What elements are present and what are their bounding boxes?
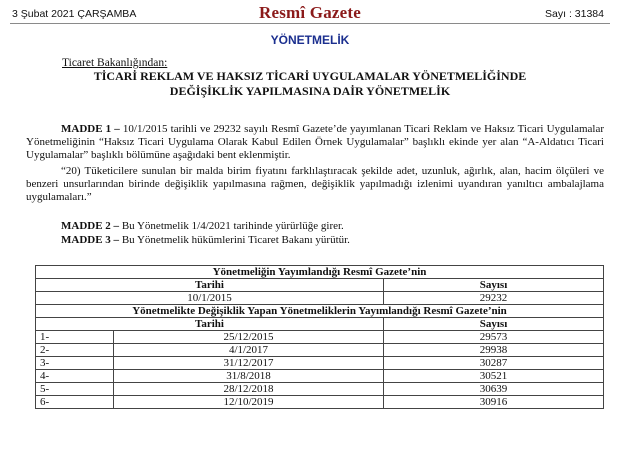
original-number: 29232 (384, 292, 604, 305)
article-3-text: Bu Yönetmelik hükümlerini Ticaret Bakanı yürütür. (119, 234, 350, 246)
table-row (36, 383, 604, 396)
table-colhead-row (36, 318, 604, 331)
row-number: 30639 (384, 383, 604, 396)
gazette-header (10, 3, 610, 24)
row-number: 29938 (384, 344, 604, 357)
table-row-original (36, 292, 604, 305)
article-1-label: MADDE 1 – (61, 123, 120, 135)
regulation-title-line2: DEĞİŞİKLİK YAPILMASINA DAİR YÖNETMELİK (169, 84, 451, 98)
article-2-text: Bu Yönetmelik 1/4/2021 tarihinde yürürlüğe girer. (119, 220, 344, 232)
col-number-header: Sayısı (384, 279, 604, 292)
row-index: 5- (36, 383, 114, 396)
row-number: 30916 (384, 396, 604, 409)
article-2 (26, 220, 604, 233)
article-2-label: MADDE 2 – (61, 220, 120, 232)
row-index: 3- (36, 357, 114, 370)
gazette-title: Resmî Gazete (259, 3, 361, 22)
col-number-header: Sayısı (384, 318, 604, 331)
issuing-ministry: Ticaret Bakanlığından: (62, 57, 168, 69)
row-number: 29573 (384, 331, 604, 344)
table-colhead-row (36, 279, 604, 292)
table-header-original: Yönetmeliğin Yayımlandığı Resmî Gazete’nin (36, 266, 604, 279)
article-1-text: 10/1/2015 tarihli ve 29232 sayılı Resmî Gazete’de yayımlanan Ticari Reklam ve Haksız Ticari Uygulamalar Yönetmeliğinin “Haksız Ticari Uygulama Olarak Kabul Edilen Örnek Uygulamalar” başlıklı ekinde yer alan “A-Aldatıcı Ticari Uygulamalar” başlıklı bölümüne aşağıdaki bent eklenmiştir. (26, 123, 604, 161)
article-3-label: MADDE 3 – (61, 234, 120, 246)
publication-date: 3 Şubat 2021 ÇARŞAMBA (12, 8, 137, 20)
row-date: 4/1/2017 (114, 344, 384, 357)
row-date: 28/12/2018 (114, 383, 384, 396)
row-number: 30287 (384, 357, 604, 370)
section-title: YÖNETMELİK (270, 33, 350, 47)
table-header-row (36, 266, 604, 279)
col-date-header: Tarihi (36, 279, 384, 292)
table-row (36, 370, 604, 383)
row-number: 30521 (384, 370, 604, 383)
article-1 (26, 123, 604, 162)
article-1-quote: “20) Tüketicilere sunulan bir malda birim fiyatını farklılaştıracak şekilde adet, uzunluk, ağırlık, alan, hacim ölçüleri ve benzeri unsurlarından birinde değişiklik yapılmasına rağmen, değişiklik yapılmadığı izlenimi uyandıran yanıltıcı ambalajlama uygulamaları.” (26, 165, 604, 203)
table-header-row (36, 305, 604, 318)
issue-number: Sayı : 31384 (545, 8, 604, 20)
row-date: 12/10/2019 (114, 396, 384, 409)
table-header-amendments: Yönetmelikte Değişiklik Yapan Yönetmeliklerin Yayımlandığı Resmî Gazete’nin (36, 305, 604, 318)
table-row (36, 396, 604, 409)
article-3 (26, 234, 604, 247)
original-date: 10/1/2015 (36, 292, 384, 305)
table-row (36, 357, 604, 370)
col-date-header: Tarihi (36, 318, 384, 331)
row-index: 2- (36, 344, 114, 357)
row-index: 6- (36, 396, 114, 409)
table-row (36, 344, 604, 357)
row-date: 25/12/2015 (114, 331, 384, 344)
regulation-title (0, 69, 620, 99)
regulation-title-line1: TİCARİ REKLAM VE HAKSIZ TİCARİ UYGULAMALAR YÖNETMELİĞİNDE (93, 69, 527, 83)
row-index: 1- (36, 331, 114, 344)
row-date: 31/8/2018 (114, 370, 384, 383)
reference-table (35, 265, 604, 409)
table-row (36, 331, 604, 344)
row-index: 4- (36, 370, 114, 383)
row-date: 31/12/2017 (114, 357, 384, 370)
